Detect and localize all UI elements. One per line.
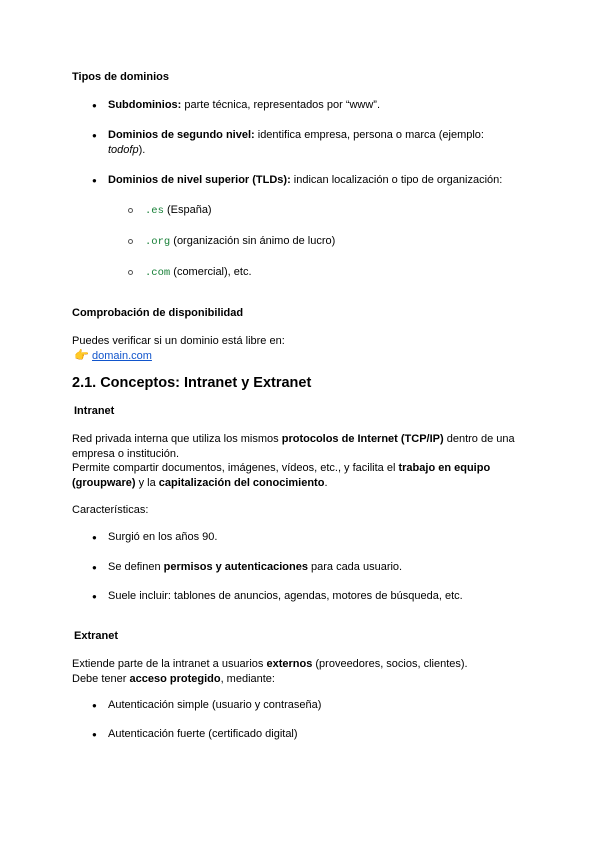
bullet-dot: ● (92, 131, 97, 140)
text: , mediante: (220, 672, 275, 685)
text: Red privada interna que utiliza los mismos (72, 433, 282, 445)
sublist-item-es (145, 203, 212, 219)
item-example: todofp (108, 143, 139, 156)
list-item: Autenticación fuerte (certificado digital) (108, 728, 298, 740)
bullet-circle (128, 239, 133, 244)
tld-desc: (organización sin ánimo de lucro) (170, 235, 336, 247)
text: empresa o institución. (72, 447, 179, 460)
intranet-paragraph (72, 432, 515, 490)
tld-code: .com (145, 267, 171, 279)
tld-desc: (comercial), etc. (170, 266, 252, 278)
item-text: identifica empresa, persona o marca (ejemplo: (254, 129, 484, 141)
item-text: parte técnica, representados por “www”. (181, 99, 381, 111)
list-item (108, 589, 463, 604)
text: Permite compartir documentos, imágenes, vídeos, etc., y facilita el (72, 462, 399, 474)
sublist-item-org (145, 234, 335, 250)
list-item: Autenticación simple (usuario y contraseña) (108, 699, 322, 711)
item-term: Subdominios: (108, 99, 182, 111)
list-item-subdominios (108, 98, 380, 113)
section-heading-tipos: Tipos de dominios (72, 71, 169, 83)
bullet-circle (128, 270, 133, 275)
text: Extiende parte de la intranet a usuarios (72, 658, 267, 670)
item-term: Dominios de segundo nivel: (108, 129, 255, 141)
text: dentro de una (443, 433, 515, 445)
text: y la (135, 476, 159, 489)
bullet-circle (128, 208, 133, 213)
text: para cada usuario. (307, 561, 403, 573)
bullet-dot: ● (92, 563, 97, 572)
text-bold: trabajo en equipo (398, 462, 491, 474)
domain-link[interactable]: domain.com (92, 350, 152, 362)
disponibilidad-link-line (74, 348, 152, 364)
text-bold: protocolos de Internet (TCP/IP) (281, 433, 444, 445)
bullet-dot: ● (92, 701, 97, 710)
caracteristicas-label: Características: (72, 504, 149, 516)
text-bold: capitalización del conocimiento (158, 476, 325, 489)
bullet-dot: ● (92, 101, 97, 110)
list-item (108, 530, 217, 545)
extranet-paragraph (72, 657, 468, 686)
text: Surgió en los años 90. (108, 531, 218, 543)
text-bold: permisos y autenticaciones (163, 561, 308, 573)
tld-desc: (España) (163, 204, 212, 216)
list-item-segundo-nivel (108, 128, 484, 157)
item-text: indican localización o tipo de organización: (290, 174, 503, 186)
item-text-end: ). (138, 143, 146, 156)
text: Suele incluir: tablones de anuncios, agendas, motores de búsqueda, etc. (108, 590, 463, 602)
text-bold: acceso protegido (129, 672, 221, 685)
bullet-dot: ● (92, 176, 97, 185)
text: Se definen (108, 561, 164, 573)
bullet-dot: ● (92, 730, 97, 739)
tld-code: .es (145, 205, 164, 217)
section-heading-intranet: Intranet (74, 405, 115, 417)
pointing-hand-icon: 👉 (74, 348, 89, 362)
item-term: Dominios de nivel superior (TLDs): (108, 174, 291, 186)
list-item (108, 560, 402, 575)
section-heading-disponibilidad: Comprobación de disponibilidad (72, 307, 244, 319)
sublist-item-com (145, 265, 252, 281)
disponibilidad-text: Puedes verificar si un dominio está libre en: (72, 335, 285, 347)
text: . (324, 476, 328, 489)
text: Debe tener (72, 672, 130, 685)
bullet-dot: ● (92, 592, 97, 601)
text: (proveedores, socios, clientes). (312, 658, 468, 670)
page-section-title: 2.1. Conceptos: Intranet y Extranet (72, 375, 312, 391)
tld-code: .org (145, 236, 171, 248)
text-bold: externos (266, 658, 313, 670)
text-bold: (groupware) (72, 476, 136, 489)
bullet-dot: ● (92, 533, 97, 542)
section-heading-extranet: Extranet (74, 630, 119, 642)
list-item-tlds (108, 173, 502, 188)
